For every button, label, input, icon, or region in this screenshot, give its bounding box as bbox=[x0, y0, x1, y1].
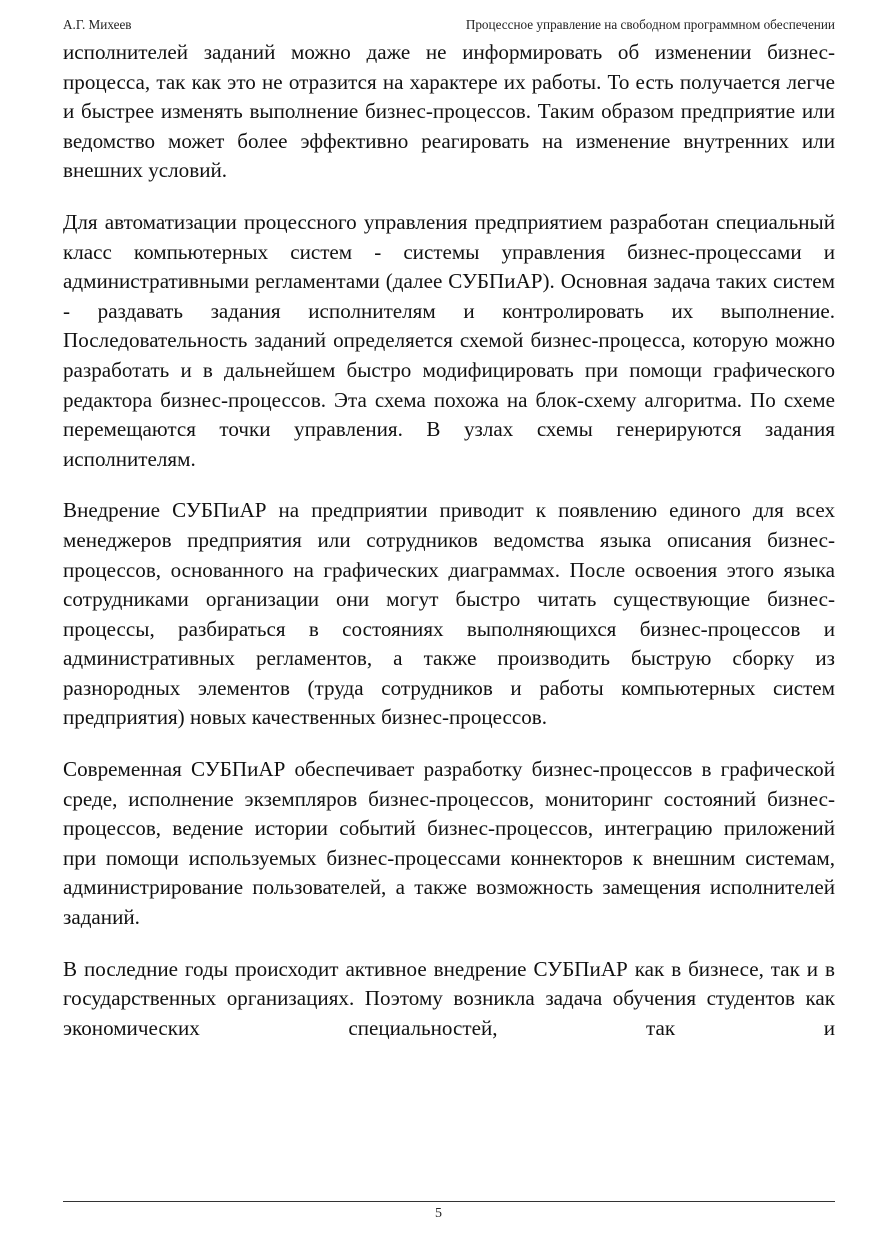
header-author: А.Г. Михеев bbox=[63, 17, 132, 32]
paragraph-5: В последние годы происходит активное внедрение СУБПиАР как в бизнесе, так и в государственных организациях. Поэтому возникла задача обучения студентов как экономических специальностей, так и bbox=[63, 956, 835, 1040]
paragraph-2: Для автоматизации процессного управления предприятием разработан специальный класс компьютерных систем - системы управления бизнес-процессами и административными регламентами (далее СУБПиАР). Основная задача таких систем - раздавать задания исполнителям и контролировать их выполнение. Последовательность заданий определяется схемой бизнес-процесса, которую можно разработать и в дальнейшем быстро модифицировать при помощи графического редактора бизнес-процессов. Эта схема похожа на блок-схему алгоритма. По схеме перемещаются точки управления. В узлах схемы генерируются задания исполнителям. bbox=[63, 209, 835, 471]
header-title: Процессное управление на свободном программном обеспечении bbox=[465, 17, 835, 32]
paragraph-4: Современная СУБПиАР обеспечивает разработку бизнес-процессов в графической среде, исполнение экземпляров бизнес-процессов, мониторинг состояний бизнес-процессов, ведение истории событий бизнес-процессов, интеграцию приложений при помощи используемых бизнес-процессами коннекторов к внешним системам, администрирование пользователей, а также возможность замещения исполнителей заданий. bbox=[63, 757, 835, 930]
footer-divider bbox=[63, 1201, 835, 1202]
paragraph-1: исполнителей заданий можно даже не информировать об изменении бизнес-процесса, так как это не отразится на характере их работы. То есть получается легче и быстрее изменять выполнение бизнес-процессов. Таким образом предприятие или ведомство может более эффективно реагировать на изменение внутренних или внешних условий. bbox=[63, 40, 835, 183]
page-header bbox=[63, 15, 835, 35]
page-number: 5 bbox=[435, 1206, 442, 1221]
paragraph-3: Внедрение СУБПиАР на предприятии приводит к появлению единого для всех менеджеров предприятия или сотрудников ведомства языка описания бизнес-процессов, основанного на графических диаграммах. После освоения этого языка сотрудниками организации они могут быстро читать существующие бизнес-процессы, разбираться в состояниях выполняющихся бизнес-процессов и административных регламентов, а также производить быструю сборку из разнородных элементов (труда сотрудников и работы компьютерных систем предприятия) новых качественных бизнес-процессов. bbox=[63, 498, 835, 730]
page-body bbox=[63, 38, 835, 1065]
